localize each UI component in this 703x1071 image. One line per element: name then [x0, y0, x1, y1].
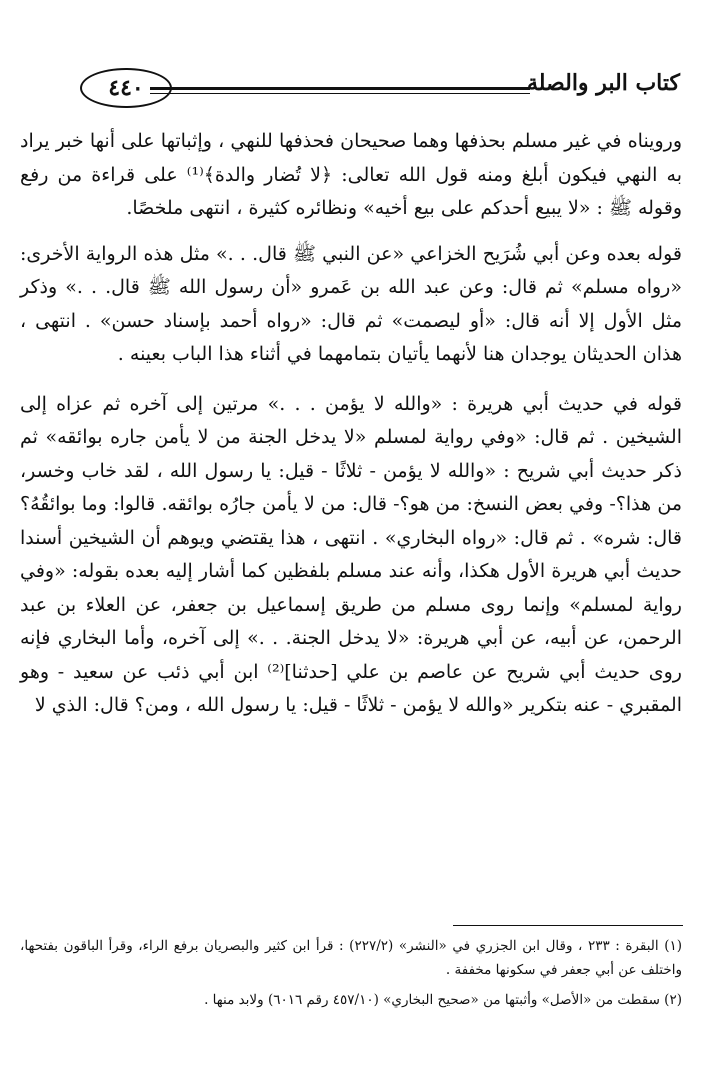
- header-rule: [150, 87, 530, 90]
- page-number: ٤٤٠: [80, 68, 172, 108]
- footnotes: [20, 934, 682, 1018]
- footnote: (١) البقرة : ٢٣٣ ، وقال ابن الجزري في «النشر» (٢٢٧/٢) : قرأ ابن كثير والبصريان برفع الراء، وقرأ الباقون بفتحها، واختلف عن أبي جعفر في سكونها مخففة .: [20, 938, 683, 978]
- page-header: [30, 60, 680, 120]
- footnote-divider: [453, 925, 683, 926]
- paragraph: قوله في حديث أبي هريرة : «والله لا يؤمن . . .» مرتين إلى آخره ثم عزاه إلى الشيخين . ثم قال: «وفي رواية لمسلم «لا يدخل الجنة من لا يأمن جاره بوائقه» ثم ذكر حديث أبي شريح : «والله لا يؤمن - ثلاثًا - قيل: يا رسول الله ، لقد خاب وخسر، من هذا؟- وفي بعض النسخ: من هو؟- قال: من لا يأمن جارُه بوائقه. قالوا: وما بوائقُهُ؟ قال: شره» . ثم قال: «رواه البخاري» . انتهى ، هذا يقتضي ويوهم أن الشيخين أسندا حديث أبي هريرة الأول هكذا، وأنه عند مسلم بلفظين كما أشار إليه بعده بقوله: «وفي رواية لمسلم» وإنما روى مسلم من طريق إسماعيل بن جعفر، عن العلاء بن عبد الرحمن، عن أبيه، عن أبي هريرة: «لا يدخل الجنة. . .» إلى آخره، وأما البخاري فإنه روى حديث أبي شريح عن عاصم بن علي [حدثنا]⁽²⁾ ابن أبي ذئب عن سعيد - وهو المقبري - عنه بتكرير «والله لا يؤمن - ثلاثًا - قيل: يا رسول الله ، ومن؟ قال: الذي لا: [20, 392, 682, 716]
- footnote: (٢) سقطت من «الأصل» وأثبتها من «صحيح البخاري» (٤٥٧/١٠ رقم ٦٠١٦) ولابد منها .: [204, 992, 682, 1008]
- book-title: كتاب البر والصلة: [526, 70, 680, 96]
- main-text: [20, 125, 682, 739]
- header-rule-thin: [150, 93, 530, 94]
- paragraph: قوله بعده وعن أبي شُرَيح الخزاعي «عن النبي ﷺ قال. . .» مثل هذه الرواية الأخرى: «رواه مسلم» ثم قال: وعن عبد الله بن عَمرو «أن رسول الله ﷺ قال. . .» وذكر مثل الأول إلا أنه قال: «أو ليصمت» ثم قال: «رواه أحمد بإسناد حسن» . انتهى ، هذان الحديثان يوجدان هنا لأنهما يأتيان بتمامهما في أثناء هذا الباب بعينه .: [20, 242, 682, 365]
- paragraph: ورويناه في غير مسلم بحذفها وهما صحيحان فحذفها للنهي ، وإثباتها على أنها خبر يراد به النهي فيكون أبلغ ومنه قول الله تعالى: ﴿لا تُضار والدة﴾⁽¹⁾ على قراءة من رفع وقوله ﷺ : «لا يبيع أحدكم على بيع أخيه» ونظائره كثيرة ، انتهى ملخصًا.: [20, 130, 682, 219]
